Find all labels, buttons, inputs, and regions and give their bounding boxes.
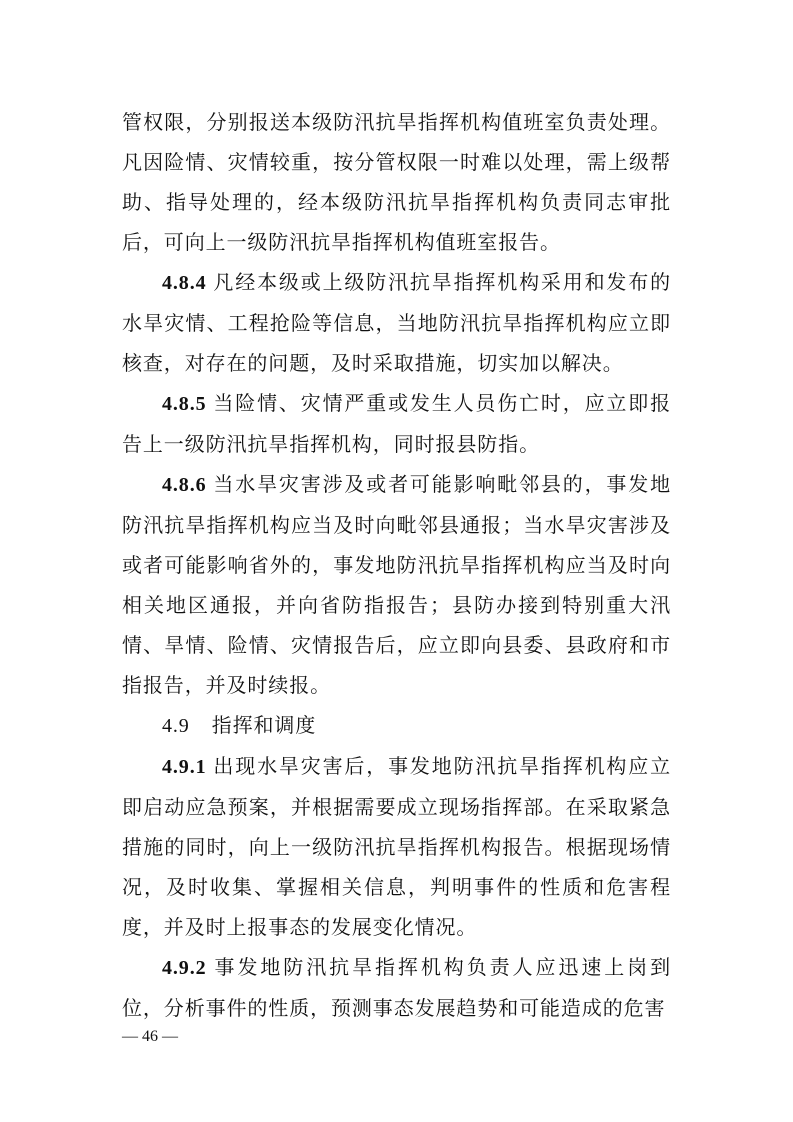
clause-number: 4.9.2 (162, 957, 207, 979)
clause-text: 凡经本级或上级防汛抗旱指挥机构采用和发布的水旱灾情、工程抢险等信息，当地防汛抗旱指挥机构应立即核查，对存在的问题，及时采取措施，切实加以解决。 (122, 270, 671, 375)
paragraph-4-9-2 (122, 947, 671, 1028)
clause-number: 4.8.5 (162, 393, 207, 415)
clause-number: 4.8.4 (162, 272, 207, 294)
paragraph-4-8-4 (122, 262, 671, 383)
clause-text: 出现水旱灾害后，事发地防汛抗旱指挥机构应立即启动应急预案，并根据需要成立现场指挥部。在采取紧急措施的同时，向上一级防汛抗旱指挥机构报告。根据现场情况，及时收集、掌握相关信息，判明事件的性质和危害程度，并及时上报事态的发展变化情况。 (122, 754, 671, 939)
clause-number: 4.9.1 (162, 756, 207, 778)
paragraph-4-8-5 (122, 383, 671, 464)
clause-number: 4.8.6 (162, 474, 207, 496)
body-text (122, 102, 671, 1028)
clause-text: 事发地防汛抗旱指挥机构负责人应迅速上岗到位，分析事件的性质，预测事态发展趋势和可能造成的危害 (122, 955, 671, 1020)
page-number: — 46 — (122, 1028, 178, 1045)
paragraph-continuation: 管权限，分别报送本级防汛抗旱指挥机构值班室负责处理。凡因险情、灾情较重，按分管权限一时难以处理，需上级帮助、指导处理的，经本级防汛抗旱指挥机构负责同志审批后，可向上一级防汛抗旱指挥机构值班室报告。 (122, 110, 671, 254)
section-number: 4.9 (162, 715, 190, 737)
section-title: 指挥和调度 (211, 713, 317, 737)
clause-text: 当水旱灾害涉及或者可能影响毗邻县的，事发地防汛抗旱指挥机构应当及时向毗邻县通报；当水旱灾害涉及或者可能影响省外的，事发地防汛抗旱指挥机构应当及时向相关地区通报，并向省防指报告；县防办接到特别重大汛情、旱情、险情、灾情报告后，应立即向县委、县政府和市指报告，并及时续报。 (122, 472, 671, 697)
paragraph-4-8-6 (122, 464, 671, 705)
section-heading-4-9 (122, 705, 671, 746)
clause-text: 当险情、灾情严重或发生人员伤亡时，应立即报告上一级防汛抗旱指挥机构，同时报县防指。 (122, 391, 671, 456)
paragraph-4-9-1 (122, 746, 671, 947)
